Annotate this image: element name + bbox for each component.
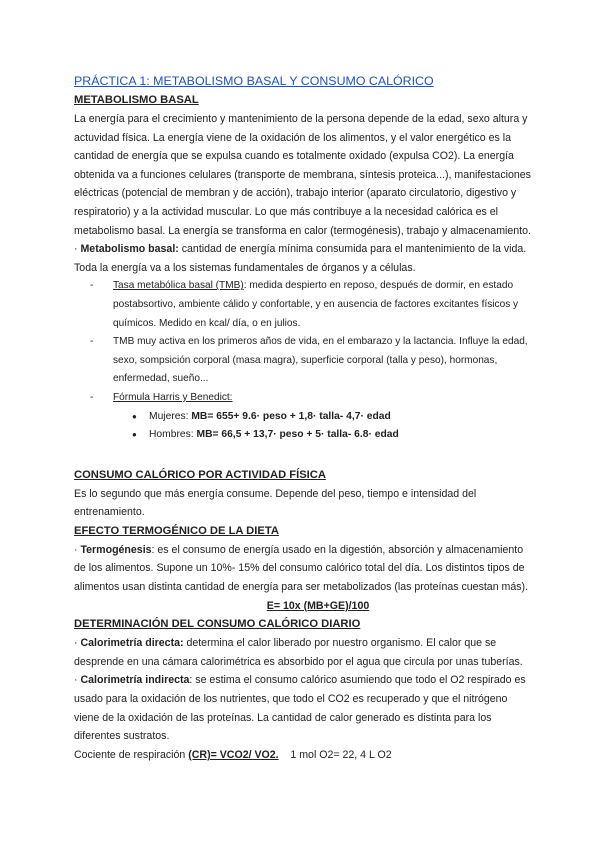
bullet-prefix: · <box>74 243 81 256</box>
list-item-tmb-activity <box>90 333 532 389</box>
paragraph-calorimetria-directa <box>74 634 532 671</box>
bullet-icon: ● <box>132 430 137 440</box>
men-label: Hombres: <box>149 429 197 441</box>
dash-marker: - <box>90 336 94 348</box>
bullet-icon: ● <box>132 411 137 421</box>
term-termogenesis: Termogénesis <box>80 543 152 556</box>
tmb-activity-text: TMB muy activa en los primeros años de vida, en el embarazo y la lactancia. Influye la edad, sexo, sompsición corporal (masa magra), superficie corporal (talla y peso), hormonas, enfermedad, sueño... <box>113 336 528 385</box>
tmb-list <box>74 277 532 444</box>
list-item-formula <box>90 389 532 408</box>
tmb-text: : medida despierto en reposo, después de dormir, en estado postabsortivo, ambiente cálido y confortable, y en ausencia de factores excitantes físicos y químicos. Medido en kcal/ día, o en julios. <box>113 280 519 329</box>
paragraph-termogenesis <box>74 541 532 597</box>
tmb-label: Tasa metabólica basal (TMB) <box>113 280 244 292</box>
bullet-prefix: · <box>74 543 81 556</box>
cr-note: 1 mol O2= 22, 4 L O2 <box>278 748 392 761</box>
women-formula: MB= 655+ 9.6· peso + 1,8· talla- 4,7· edad <box>191 410 391 422</box>
bullet-prefix: · <box>74 674 81 687</box>
heading-consumo-actividad: CONSUMO CALÓRICO POR ACTIVIDAD FÍSICA <box>74 468 326 481</box>
list-item-men <box>132 426 532 445</box>
men-formula: MB= 66,5 + 13,7· peso + 5· talla- 6.8· edad <box>196 429 399 441</box>
bullet-prefix: · <box>74 637 81 650</box>
formula-sublist <box>90 408 532 445</box>
calorimetria-directa-text: determina el calor liberado por nuestro organismo. El calor que se desprende en una cámara calorimétrica es absorbido por el agua que circula por unas tuberías. <box>74 637 523 668</box>
paragraph-actividad: Es lo segundo que más energía consume. Depende del peso, tiempo e intensidad del entrenamiento. <box>74 487 477 519</box>
formula-efecto-termogenico: E= 10x (MB+GE)/100 <box>266 599 370 612</box>
paragraph-metabolismo-basal <box>74 240 532 277</box>
document-page <box>74 72 532 764</box>
termogenesis-text: : es el consumo de energía usado en la digestión, absorción y almacenamiento de los alimentos. Supone un 10%- 15% del consumo calórico total del día. Los distintos tipos de alimentos usan distinta cantidad de energía para ser metabolizados (las proteínas cuestan más). <box>74 543 529 594</box>
paragraph-cociente-respiracion <box>74 746 532 765</box>
term-metabolismo-basal: Metabolismo basal: <box>80 243 179 256</box>
heading-efecto-termogenico: EFECTO TERMOGÉNICO DE LA DIETA <box>74 524 279 537</box>
cr-label: Cociente de respiración <box>74 748 189 761</box>
list-item-women <box>132 408 532 427</box>
paragraph-intro: La energía para el crecimiento y mantenimiento de la persona depende de la edad, sexo altura y actuvidad física. La energía viene de la oxidación de los alimentos, y el valor energético es la cantidad de energía que se expulsa cuando es totalmente oxidado (expulsa CO2). La energía obtenida va a funciones celulares (transporte de membrana, síntesis proteica...), manifestaciones eléctricas (potencial de membran y de acción), trabajo interior (aparato circulatorio, digestivo y respiratorio) y a la actividad muscular. Lo que más contribuye a la necesidad calórica es el metabolismo basal. La energía se transforma en calor (termogénesis), trabajo y almacenamiento. <box>74 113 531 237</box>
formula-label: Fórmula Harris y Benedict: <box>113 391 233 403</box>
heading-metabolismo-basal: METABOLISMO BASAL <box>74 94 199 106</box>
dash-marker: - <box>90 280 94 292</box>
paragraph-calorimetria-indirecta <box>74 671 532 745</box>
women-label: Mujeres: <box>149 410 192 422</box>
cr-formula: (CR)= VCO2/ VO2. <box>188 748 279 761</box>
term-calorimetria-directa: Calorimetría directa: <box>80 637 184 650</box>
heading-determinacion: DETERMINACIÓN DEL CONSUMO CALÓRICO DIARIO <box>74 618 361 631</box>
term-calorimetria-indirecta: Calorimetría indirecta <box>80 674 190 687</box>
calorimetria-indirecta-text: : se estima el consumo calórico asumiendo que todo el O2 respirado es usado para la oxidación de los nutrientes, que todo el CO2 es recuperado y que el nitrógeno viene de la oxidación de las proteínas. La cantidad de calor generado es distinta para los diferentes sustratos. <box>74 674 526 743</box>
document-title: PRÁCTICA 1: METABOLISMO BASAL Y CONSUMO CALÓRICO <box>74 74 434 88</box>
list-item-tmb <box>90 277 532 333</box>
definition-metabolismo-basal: cantidad de energía mínima consumida para el mantenimiento de la vida. Toda la energía va a los sistemas fundamentales de órganos y a células. <box>74 243 527 274</box>
dash-marker: - <box>90 391 94 403</box>
